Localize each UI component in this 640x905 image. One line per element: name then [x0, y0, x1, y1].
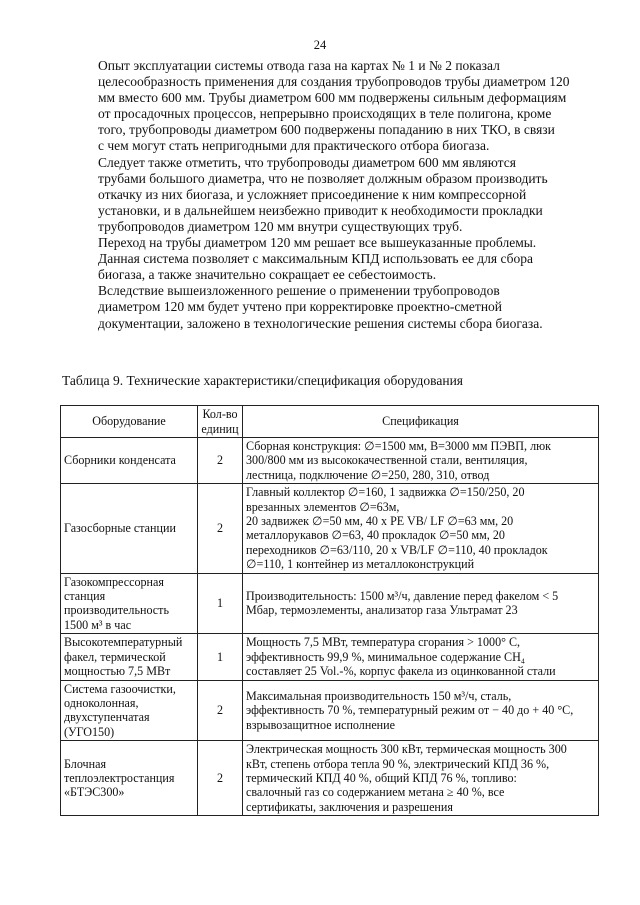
- specification: Сборная конструкция: ∅=1500 мм, В=3000 мм ПЭВП, люк 300/800 мм из высококачественной стали, вентиляция, лестница, подключение ∅=250, 280, 310, отвод: [243, 438, 599, 484]
- text-line: от просадочных процессов, непрерывно происходящих в теле полигона, кроме: [98, 106, 552, 122]
- text-line: мм вместо 600 мм. Трубы диаметром 600 мм подвержены сильным деформациям: [98, 90, 567, 106]
- equipment-name: Сборники конденсата: [61, 438, 198, 484]
- page-number: 24: [313, 38, 327, 52]
- specification: Производительность: 1500 м³/ч, давление перед факелом < 5 Мбар, термоэлементы, анализатор газа Ультрамат 23: [243, 573, 599, 634]
- text-line: Данная система позволяет с максимальным КПД использовать ее для сбора: [98, 251, 534, 267]
- specification: Максимальная производительность 150 м³/ч, сталь, эффективность 70 %, температурный режим от − 40 до + 40 °С, взрывозащитное исполнение: [243, 680, 599, 741]
- quantity: 2: [198, 438, 243, 484]
- table-row: [61, 741, 599, 816]
- text-line: установки, и в дальнейшем неизбежно приводит к необходимости прокладки: [98, 202, 543, 218]
- equipment-name: Система газоочистки, одноколонная, двухступенчатая (УГО150): [61, 680, 198, 741]
- text-line: с чем могут стать непригодными для практического отбора биогаза.: [98, 138, 490, 154]
- body-text: [62, 58, 598, 332]
- text-line: диаметром 120 мм будет учтено при корректировке проектно-сметной: [98, 299, 503, 315]
- quantity: 1: [198, 634, 243, 680]
- equipment-name: Блочная теплоэлектростанция «БТЭС300»: [61, 741, 198, 816]
- text-line: трубопроводов диаметром 120 мм внутри существующих труб.: [98, 218, 463, 234]
- specification: Электрическая мощность 300 кВт, термическая мощность 300 кВт, степень отбора тепла 90 %, электрический КПД 36 %, термический КПД 40 %, общий КПД 76 %, топливо: свалочный газ со содержанием метана ≥ 40 %, все сертификаты, заключения и разрешения: [243, 741, 599, 816]
- paragraph: [62, 155, 598, 235]
- text-line: трубами большого диаметра, что не позволяет должным образом производить: [98, 170, 548, 186]
- text-line: откачку из них биогаза, и усложняет присоединение к ним компрессорной: [98, 186, 527, 202]
- specification: Главный коллектор ∅=160, 1 задвижка ∅=150/250, 20 врезанных элементов ∅=63м, 20 задвижек ∅=50 мм, 40 х PE VB/ LF ∅=63 мм, 20 металлорукавов ∅=63, 40 прокладок ∅=50 мм, 20 переходников ∅=63/110, 20 х VB/LF ∅=110, 40 прокладок ∅=110, 1 контейнер из металлоконструкций: [243, 484, 599, 573]
- text-line: Переход на трубы диаметром 120 мм решает все вышеуказанные проблемы.: [98, 235, 537, 251]
- text-line: Опыт эксплуатации системы отвода газа на картах № 1 и № 2 показал: [98, 58, 500, 73]
- header-equipment: Оборудование: [61, 406, 198, 438]
- table-caption: Таблица 9. Технические характеристики/спецификация оборудования: [62, 373, 464, 388]
- table-row: [61, 680, 599, 741]
- equipment-name: Газокомпрессорная станция производительность 1500 м³ в час: [61, 573, 198, 634]
- table-header-row: [61, 406, 599, 438]
- text-line: биогаза, а также значительно сокращает ее себестоимость.: [98, 267, 437, 283]
- quantity: 2: [198, 741, 243, 816]
- text-line: Следует также отметить, что трубопроводы диаметром 600 мм являются: [98, 154, 516, 170]
- quantity: 2: [198, 484, 243, 573]
- text-line: целесообразность применения для создания трубопроводов трубы диаметром 120: [98, 74, 570, 90]
- paragraph: [62, 235, 598, 283]
- header-specification: Спецификация: [243, 406, 599, 438]
- text-line: Вследствие вышеизложенного решение о применении трубопроводов: [98, 283, 500, 299]
- quantity: 1: [198, 573, 243, 634]
- specification: Мощность 7,5 МВт, температура сгорания > 1000° С, эффективность 99,9 %, минимальное содержание СН₄ составляет 25 Vol.-%, корпус факела из оцинкованной стали: [243, 634, 599, 680]
- table-row: [61, 438, 599, 484]
- table-row: [61, 573, 599, 634]
- table-row: [61, 484, 599, 573]
- paragraph: [62, 58, 598, 155]
- paragraph: [62, 283, 598, 331]
- equipment-name: Газосборные станции: [61, 484, 198, 573]
- text-line: документации, заложено в технологические решения системы сбора биогаза.: [98, 315, 543, 331]
- table-row: [61, 634, 599, 680]
- quantity: 2: [198, 680, 243, 741]
- text-line: того, трубопроводы диаметром 600 подвержены попаданию в них ТКО, в связи: [98, 122, 555, 138]
- equipment-name: Высокотемпературный факел, термической мощностью 7,5 МВт: [61, 634, 198, 680]
- header-quantity: Кол-во единиц: [198, 406, 243, 438]
- specification-table: [60, 405, 599, 816]
